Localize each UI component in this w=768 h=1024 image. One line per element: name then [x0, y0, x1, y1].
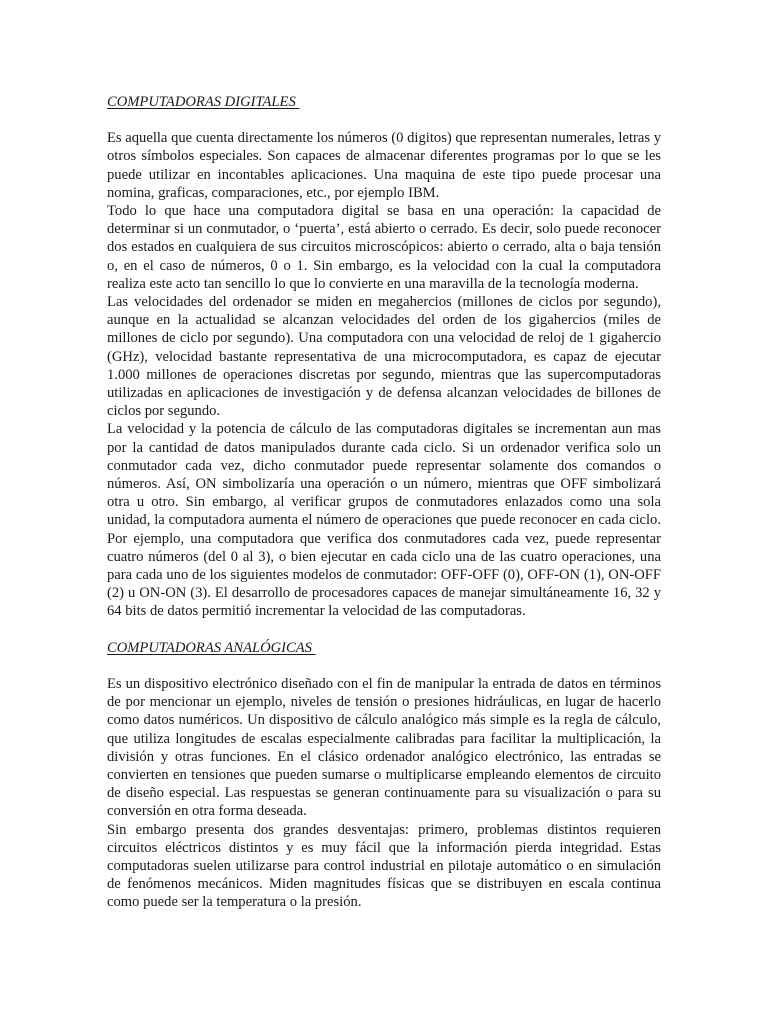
section-analog-computers	[107, 639, 661, 912]
section-heading: COMPUTADORAS DIGITALES	[107, 94, 300, 110]
paragraph: Sin embargo presenta dos grandes desventajas: primero, problemas distintos requieren circuitos eléctricos distintos y es muy fácil que la información pierda integridad. Estas computadoras suelen utilizarse para control industrial en pilotaje automático o en simulación de fenómenos mecánicos. Miden magnitudes físicas que se distribuyen en escala continua como puede ser la temperatura o la presión.	[107, 821, 661, 911]
spacer	[107, 657, 661, 675]
paragraph: La velocidad y la potencia de cálculo de las computadoras digitales se incrementan aun mas por la cantidad de datos manipulados durante cada ciclo. Si un ordenador verifica solo un conmutador cada vez, dicho conmutador puede representar solamente dos comandos o números. Así, ON simbolizaría una operación o un número, mientras que OFF simbolizará otra u otro. Sin embargo, al verificar grupos de conmutadores enlazados como una sola unidad, la computadora aumenta el número de operaciones que puede reconocer en cada ciclo. Por ejemplo, una computadora que verifica dos conmutadores cada vez, puede representar cuatro números (del 0 al 3), o bien ejecutar en cada ciclo una de las cuatro operaciones, una para cada uno de los siguientes modelos de conmutador: OFF-OFF (0), OFF-ON (1), ON-OFF (2) u ON-ON (3). El desarrollo de procesadores capaces de manejar simultáneamente 16, 32 y 64 bits de datos permitió incrementar la velocidad de las computadoras.	[107, 421, 661, 620]
section-digital-computers	[107, 93, 661, 621]
document-page	[107, 93, 661, 912]
paragraph: Todo lo que hace una computadora digital se basa en una operación: la capacidad de determinar si un conmutador, o ‘puerta’, está abierto o cerrado. Es decir, solo puede reconocer dos estados en cualquiera de sus circuitos microscópicos: abierto o cerrado, alta o baja tensión o, en el caso de números, 0 o 1. Sin embargo, es la velocidad con la cual la computadora realiza este acto tan sencillo lo que lo convierte en una maravilla de la tecnología moderna.	[107, 203, 661, 292]
spacer	[107, 111, 661, 129]
paragraph: Las velocidades del ordenador se miden en megahercios (millones de ciclos por segundo), aunque en la actualidad se alcanzan velocidades del orden de los gigahercios (miles de millones de ciclo por segundo). Una computadora con una velocidad de reloj de 1 gigahercio (GHz), velocidad bastante representativa de una microcomputadora, es capaz de ejecutar 1.000 millones de operaciones discretas por segundo, mientras que las supercomputadoras utilizadas en aplicaciones de investigación y de defensa alcanzan velocidades de billones de ciclos por segundo.	[107, 294, 661, 420]
section-heading: COMPUTADORAS ANALÓGICAS	[107, 639, 316, 656]
spacer	[107, 621, 661, 639]
paragraph: Es un dispositivo electrónico diseñado con el fin de manipular la entrada de datos en términos de por mencionar un ejemplo, niveles de tensión o presiones hidráulicas, en lugar de hacerlo como datos numéricos. Un dispositivo de cálculo analógico más simple es la regla de cálculo, que utiliza longitudes de escalas especialmente calibradas para facilitar la multiplicación, la división y otras funciones. En el clásico ordenador analógico electrónico, las entradas se convierten en tensiones que pueden sumarse o multiplicarse empleando elementos de circuito de diseño especial. Las respuestas se generan continuamente para su visualización o para su conversión en otra forma deseada.	[107, 675, 661, 820]
paragraph: Es aquella que cuenta directamente los números (0 digitos) que representan numerales, letras y otros símbolos especiales. Son capaces de almacenar diferentes programas por lo que se les puede utilizar en incontables aplicaciones. Una maquina de este tipo puede procesar una nomina, graficas, comparaciones, etc., por ejemplo IBM.	[107, 130, 661, 201]
